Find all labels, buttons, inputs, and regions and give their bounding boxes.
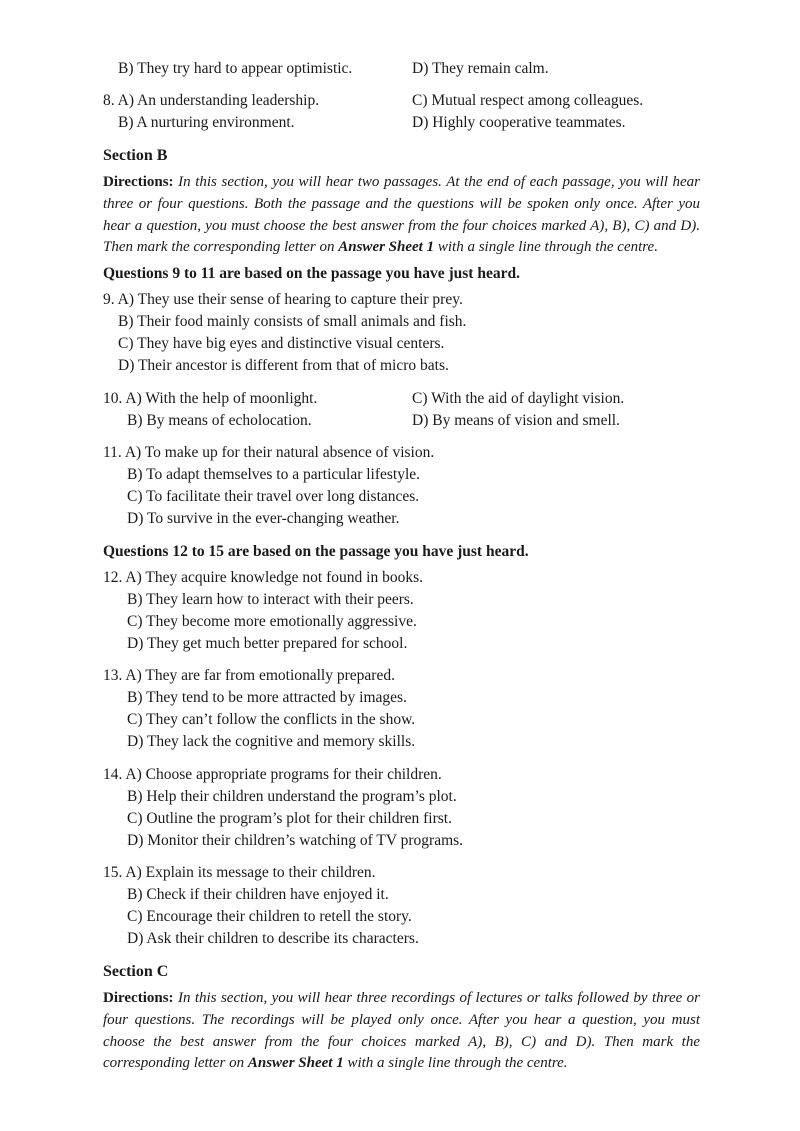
q14-option-b: B) Help their children understand the program’s plot.	[127, 788, 457, 805]
q15-option-b: B) Check if their children have enjoyed it.	[127, 886, 389, 903]
section-b-directions-end: with a single line through the centre.	[437, 239, 658, 256]
q15-option-c: C) Encourage their children to retell the story.	[127, 908, 412, 925]
q13-option-b: B) They tend to be more attracted by images.	[127, 689, 407, 706]
q12-option-a: 12. A) They acquire knowledge not found in books.	[103, 569, 423, 586]
q9-option-a: 9. A) They use their sense of hearing to capture their prey.	[103, 291, 463, 308]
q8-option-c: C) Mutual respect among colleagues.	[412, 92, 644, 109]
q9-option-c: C) They have big eyes and distinctive visual centers.	[118, 335, 445, 352]
q14-option-a: 14. A) Choose appropriate programs for their children.	[103, 766, 442, 783]
q13-option-c: C) They can’t follow the conflicts in the show.	[127, 711, 416, 728]
q10-option-c: C) With the aid of daylight vision.	[412, 390, 625, 407]
q13-option-a: 13. A) They are far from emotionally prepared.	[103, 667, 395, 684]
q10-option-b: B) By means of echolocation.	[127, 412, 312, 429]
q13-option-d: D) They lack the cognitive and memory skills.	[127, 733, 416, 750]
q11-option-b: B) To adapt themselves to a particular lifestyle.	[127, 466, 421, 483]
q9-option-b: B) Their food mainly consists of small animals and fish.	[118, 313, 467, 330]
group-9-11-heading: Questions 9 to 11 are based on the passage you have just heard.	[103, 265, 520, 282]
section-b-directions-label: Directions:	[103, 174, 174, 190]
q10-option-a: 10. A) With the help of moonlight.	[103, 390, 318, 407]
section-c-answer-sheet: Answer Sheet 1	[247, 1055, 344, 1072]
q12-option-c: C) They become more emotionally aggressive.	[127, 613, 417, 630]
section-c-directions	[103, 988, 700, 1075]
q7-option-d: D) They remain calm.	[412, 60, 549, 77]
section-c-directions-text: In this section, you will hear three recordings of lectures or talks followed by three or four questions. The recordings will be played only once. After you hear a question, you must choose the best answer from the four choices marked A), B), C) and D). Then mark the corresponding letter on	[103, 990, 701, 1072]
q8-option-b: B) A nurturing environment.	[118, 114, 295, 131]
section-c-directions-label: Directions:	[103, 990, 174, 1006]
section-c-title: Section C	[103, 963, 169, 980]
group-12-15-heading: Questions 12 to 15 are based on the passage you have just heard.	[103, 543, 529, 560]
q12-option-d: D) They get much better prepared for school.	[127, 635, 408, 652]
page-footer-cropped	[240, 1089, 570, 1095]
q8-option-d: D) Highly cooperative teammates.	[412, 114, 626, 131]
section-c-directions-end: with a single line through the centre.	[347, 1055, 568, 1072]
q9-option-d: D) Their ancestor is different from that of micro bats.	[118, 357, 449, 374]
q14-option-d: D) Monitor their children’s watching of TV programs.	[127, 832, 464, 849]
section-b-answer-sheet: Answer Sheet 1	[338, 239, 435, 256]
q10-option-d: D) By means of vision and smell.	[412, 412, 620, 429]
section-b-directions	[103, 172, 700, 259]
q7-option-b: B) They try hard to appear optimistic.	[118, 60, 353, 77]
q15-option-d: D) Ask their children to describe its characters.	[127, 930, 419, 947]
q14-option-c: C) Outline the program’s plot for their children first.	[127, 810, 452, 827]
section-b-title: Section B	[103, 147, 168, 164]
q15-option-a: 15. A) Explain its message to their children.	[103, 864, 376, 881]
section-b-directions-text: In this section, you will hear two passages. At the end of each passage, you will hear three or four questions. Both the passage and the questions will be spoken only once. After you hear a question, you must choose the best answer from the four choices marked A), B), C) and D). Then mark the corresponding letter on	[103, 174, 700, 256]
q11-option-d: D) To survive in the ever-changing weather.	[127, 510, 400, 527]
q11-option-a: 11. A) To make up for their natural absence of vision.	[103, 444, 435, 461]
q8-option-a: 8. A) An understanding leadership.	[103, 92, 320, 109]
q12-option-b: B) They learn how to interact with their peers.	[127, 591, 414, 608]
q11-option-c: C) To facilitate their travel over long distances.	[127, 488, 420, 505]
